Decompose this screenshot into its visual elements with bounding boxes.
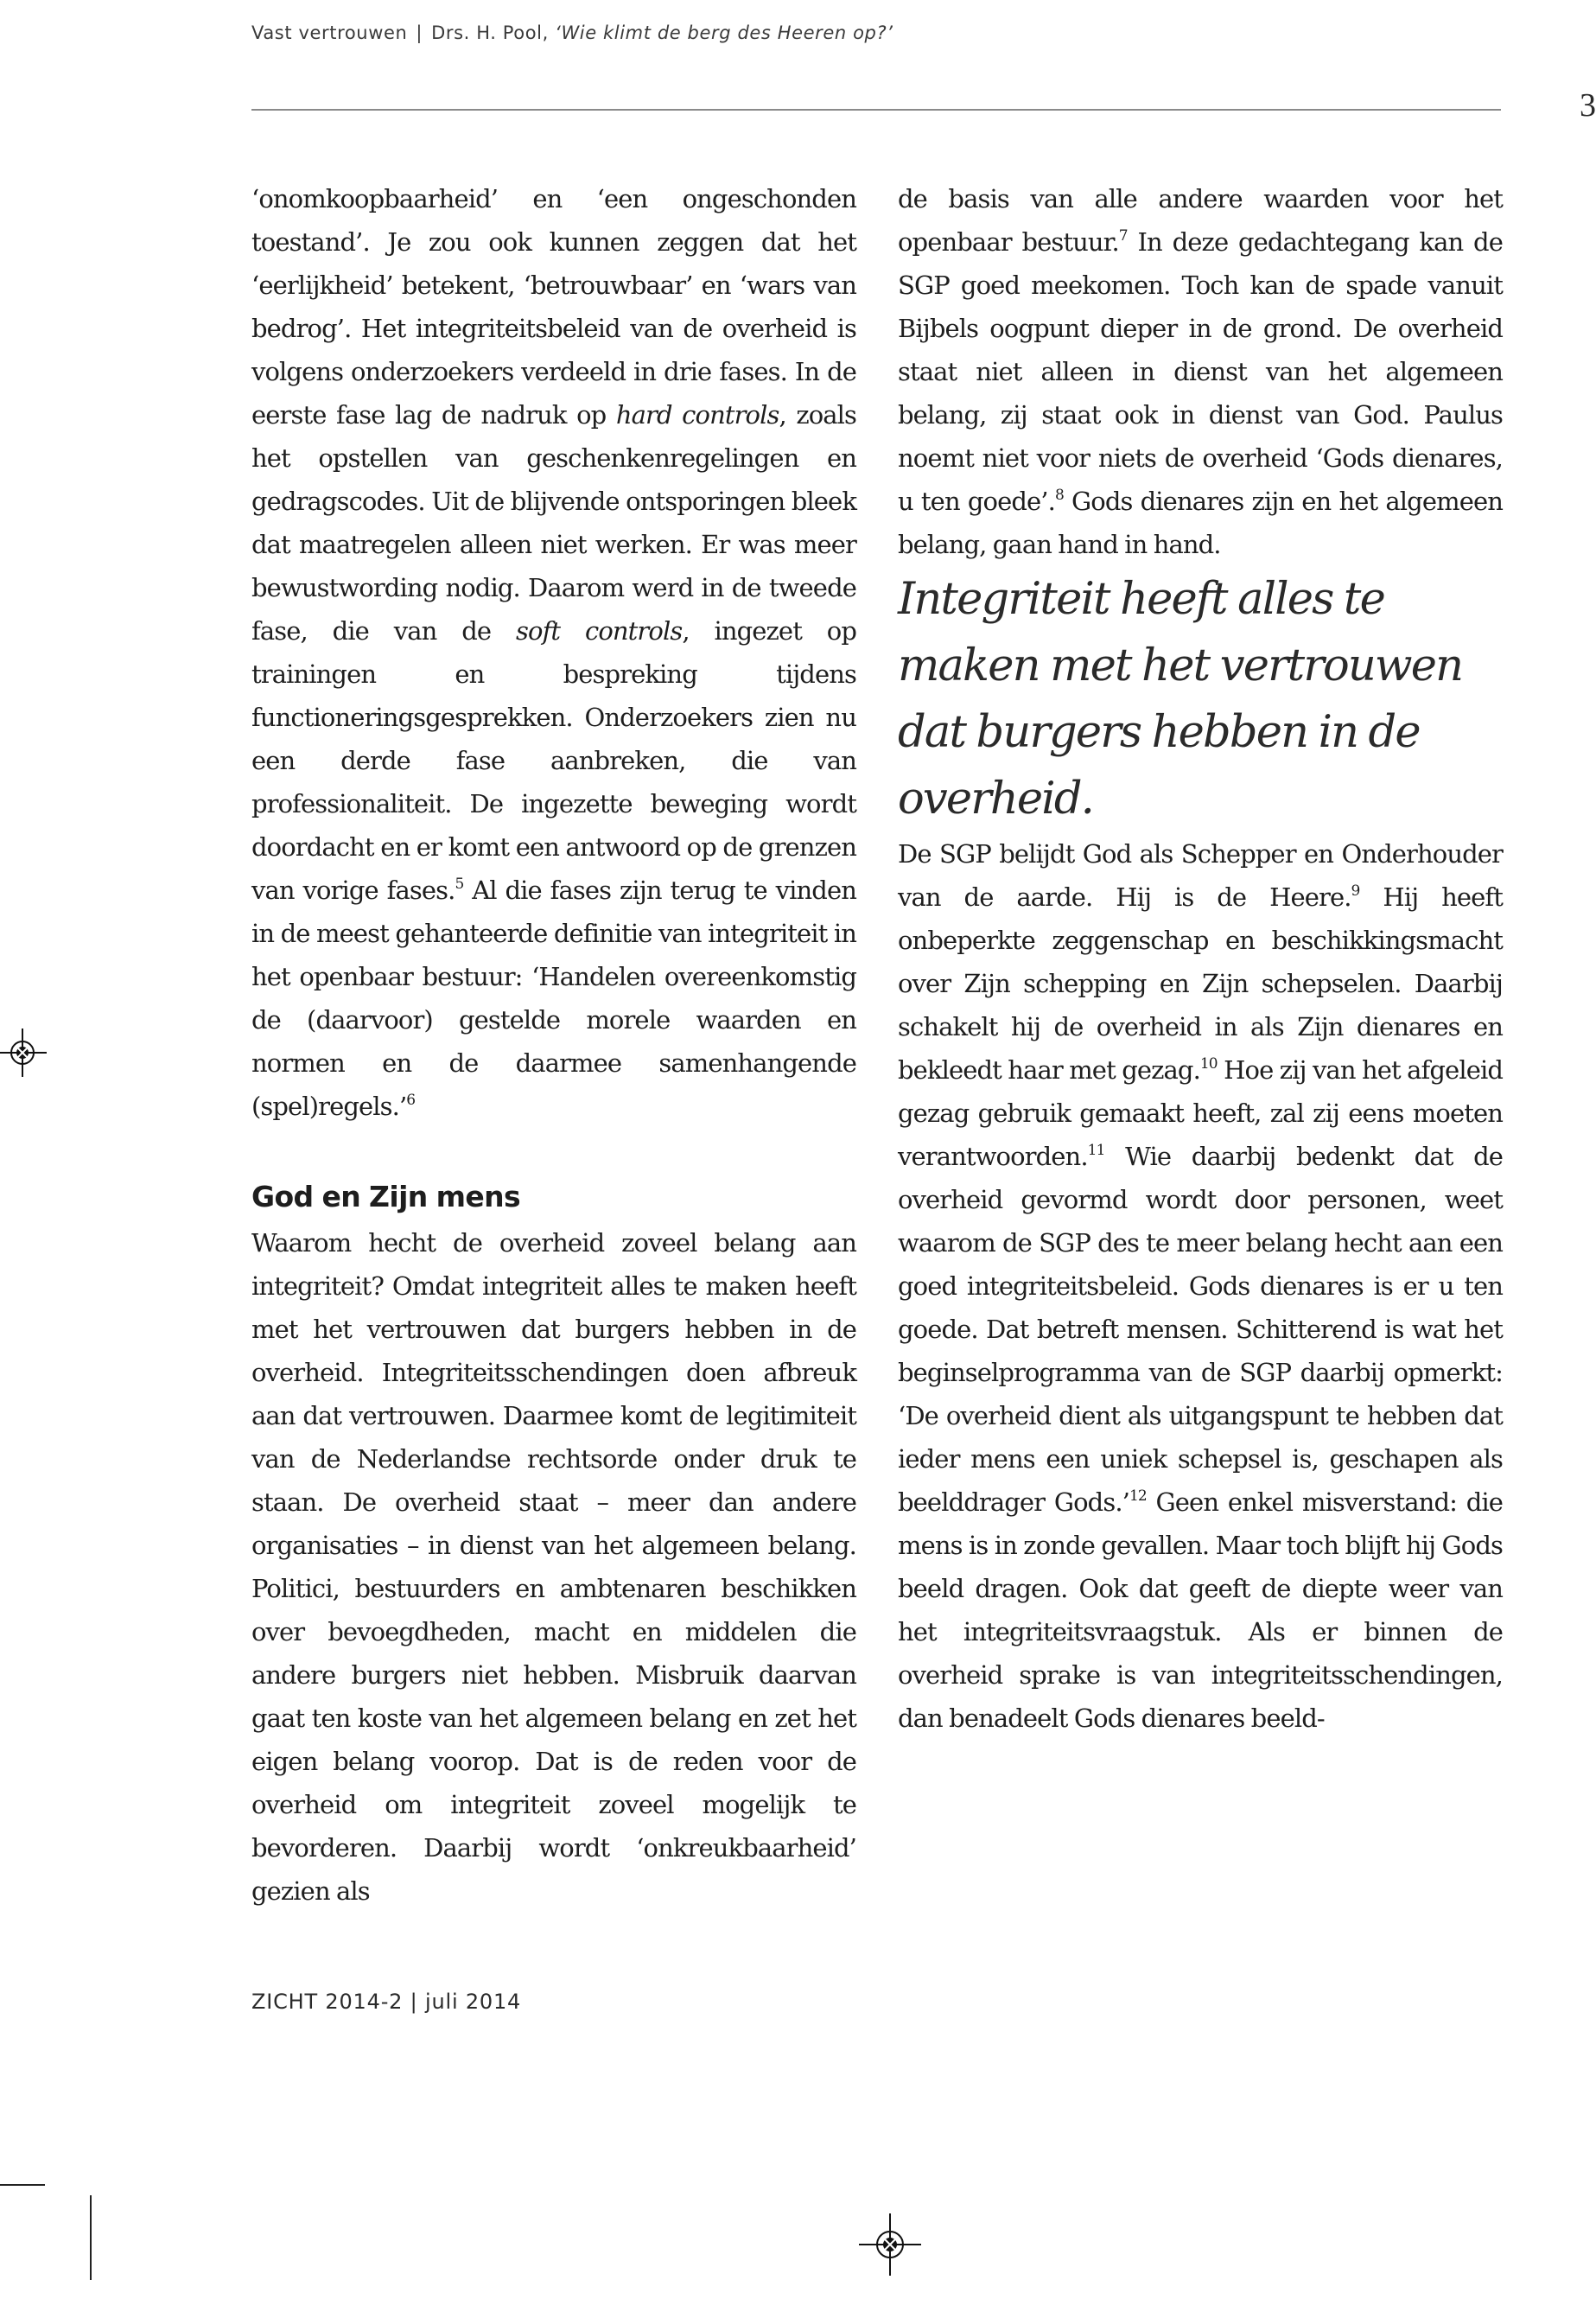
left-column (251, 177, 856, 1913)
footnote-ref[interactable]: 10 (1199, 1055, 1218, 1073)
footnote-ref[interactable]: 6 (406, 1092, 416, 1109)
body-paragraph: de basis van alle andere waarden voor het openbaar bestuur.$^7$ In deze gedachtegang kan de SGP goed meekomen. Toch kan de spade vanuit Bijbels oogpunt dieper in de grond. De overheid staat niet alleen in dienst van het algemeen belang, zij staat ook in dienst van God. Paulus noemt niet voor niets de overheid ‘Gods dienares, u ten goede’.$^8$ Gods dienares zijn en het algemeen belang, gaan hand in hand. (898, 184, 1503, 559)
registration-mark-icon (859, 2213, 921, 2276)
page-number: 3 (1580, 87, 1596, 124)
header-rule (251, 109, 1501, 111)
pull-quote: Integriteit heeft alles te maken met het vertrouwen dat burgers hebben in de overheid. (898, 574, 1463, 825)
body-paragraph: De SGP belijdt God als Schepper en Onderhouder van de aarde. Hij is de Heere.$^9$ Hij heeft onbeperkte zeggenschap en beschikkingsmacht over Zijn schepping en Zijn schepselen. Daarbij schakelt hij de overheid in als Zijn dienares en bekleedt haar met gezag.$^{10}$ Hoe zij van het afgeleid gezag gebruik gemaakt heeft, zal zij eens moeten verantwoorden.$^{11}$ Wie daarbij bedenkt dat de overheid gevormd wordt door personen, weet waarom de SGP des te meer belang hecht aan een goed integriteitsbeleid. Gods dienares is er u ten goede. Dat betreft mensen. Schitterend is wat het beginselprogramma van de SGP daarbij opmerkt: ‘De overheid dient als uitgangspunt te hebben dat ieder mens een uniek schepsel is, geschapen als beelddrager Gods.’$^{12}$ Geen enkel misverstand: die mens is in zonde gevallen. Maar toch blijft hij Gods beeld dragen. Ook dat geeft de diepte weer van het integriteitsvraagstuk. Als er binnen de overheid sprake is van integriteitsschendingen, dan benadeelt Gods dienares beeld- (898, 839, 1504, 1733)
section-heading: God en Zijn mens (251, 1180, 521, 1213)
footnote-ref[interactable]: 8 (1054, 487, 1064, 504)
italic-term: soft controls (516, 616, 683, 646)
running-head (251, 22, 893, 43)
journal-issue: ZICHT 2014-2 (251, 1990, 404, 2014)
crop-mark (0, 2184, 45, 2186)
article-title: ‘Wie klimt de berg des Heeren op?’ (555, 22, 893, 43)
footnote-ref[interactable]: 7 (1118, 227, 1128, 245)
body-paragraph: Waarom hecht de overheid zoveel belang aan integriteit? Omdat integriteit alles te maken heeft met het vertrouwen dat burgers hebben in de overheid. Integriteitsschendingen doen afbreuk aan dat vertrouwen. Daarmee komt de legitimiteit van de Nederlandse rechtsorde onder druk te staan. De overheid staat – meer dan andere organisaties – in dienst van het algemeen belang. Politici, bestuurders en ambtenaren beschikken over bevoegdheden, macht en middelen die andere burgers niet hebben. Misbruik daarvan gaat ten koste van het algemeen belang en zet het eigen belang voorop. Dat is de reden voor de overheid om integriteit zoveel mogelijk te bevorderen. Daarbij wordt ‘onkreukbaarheid’ gezien als (251, 1228, 856, 1906)
registration-mark-icon (0, 1028, 47, 1077)
header-separator: | (416, 22, 423, 43)
body-paragraph: ‘onomkoopbaarheid’ en ‘een ongeschonden toestand’. Je zou ook kunnen zeggen dat het ‘eerlijkheid’ betekent, ‘betrouwbaar’ en ‘wars van bedrog’. Het integriteitsbeleid van de overheid is volgens onderzoekers verdeeld in drie fases. In de eerste fase lag de nadruk op hard controls, zoals het opstellen van geschenkenregelingen en gedragscodes. Uit de blijvende ontsporingen bleek dat maatregelen alleen niet werken. Er was meer bewustwording nodig. Daarom werd in de tweede fase, die van de soft controls, ingezet op trainingen en bespreking tijdens functioneringsgesprekken. Onderzoekers zien nu een derde fase aanbreken, die van professionaliteit. De ingezette beweging wordt doordacht en er komt een antwoord op de grenzen van vorige fases.$^5$ Al die fases zijn terug te vinden in de meest gehanteerde definitie van integriteit in het openbaar bestuur: ‘Handelen overeenkomstig de (daarvoor) gestelde morele waarden en normen en de daarmee samenhangende (spel)regels.’$^6$ (251, 184, 857, 1121)
footer-separator: | (410, 1990, 418, 2014)
footnote-ref[interactable]: 11 (1087, 1142, 1105, 1159)
issue-date: juli 2014 (425, 1990, 522, 2014)
footnote-ref[interactable]: 12 (1129, 1487, 1147, 1505)
footnote-ref[interactable]: 5 (455, 876, 464, 893)
publication-title: Vast vertrouwen (251, 22, 408, 43)
italic-term: hard controls (615, 400, 779, 430)
author-name: Drs. H. Pool, (431, 22, 549, 43)
footnote-ref[interactable]: 9 (1351, 882, 1360, 900)
right-column (898, 177, 1503, 1740)
page-footer (251, 1990, 521, 2014)
crop-mark (90, 2195, 92, 2280)
